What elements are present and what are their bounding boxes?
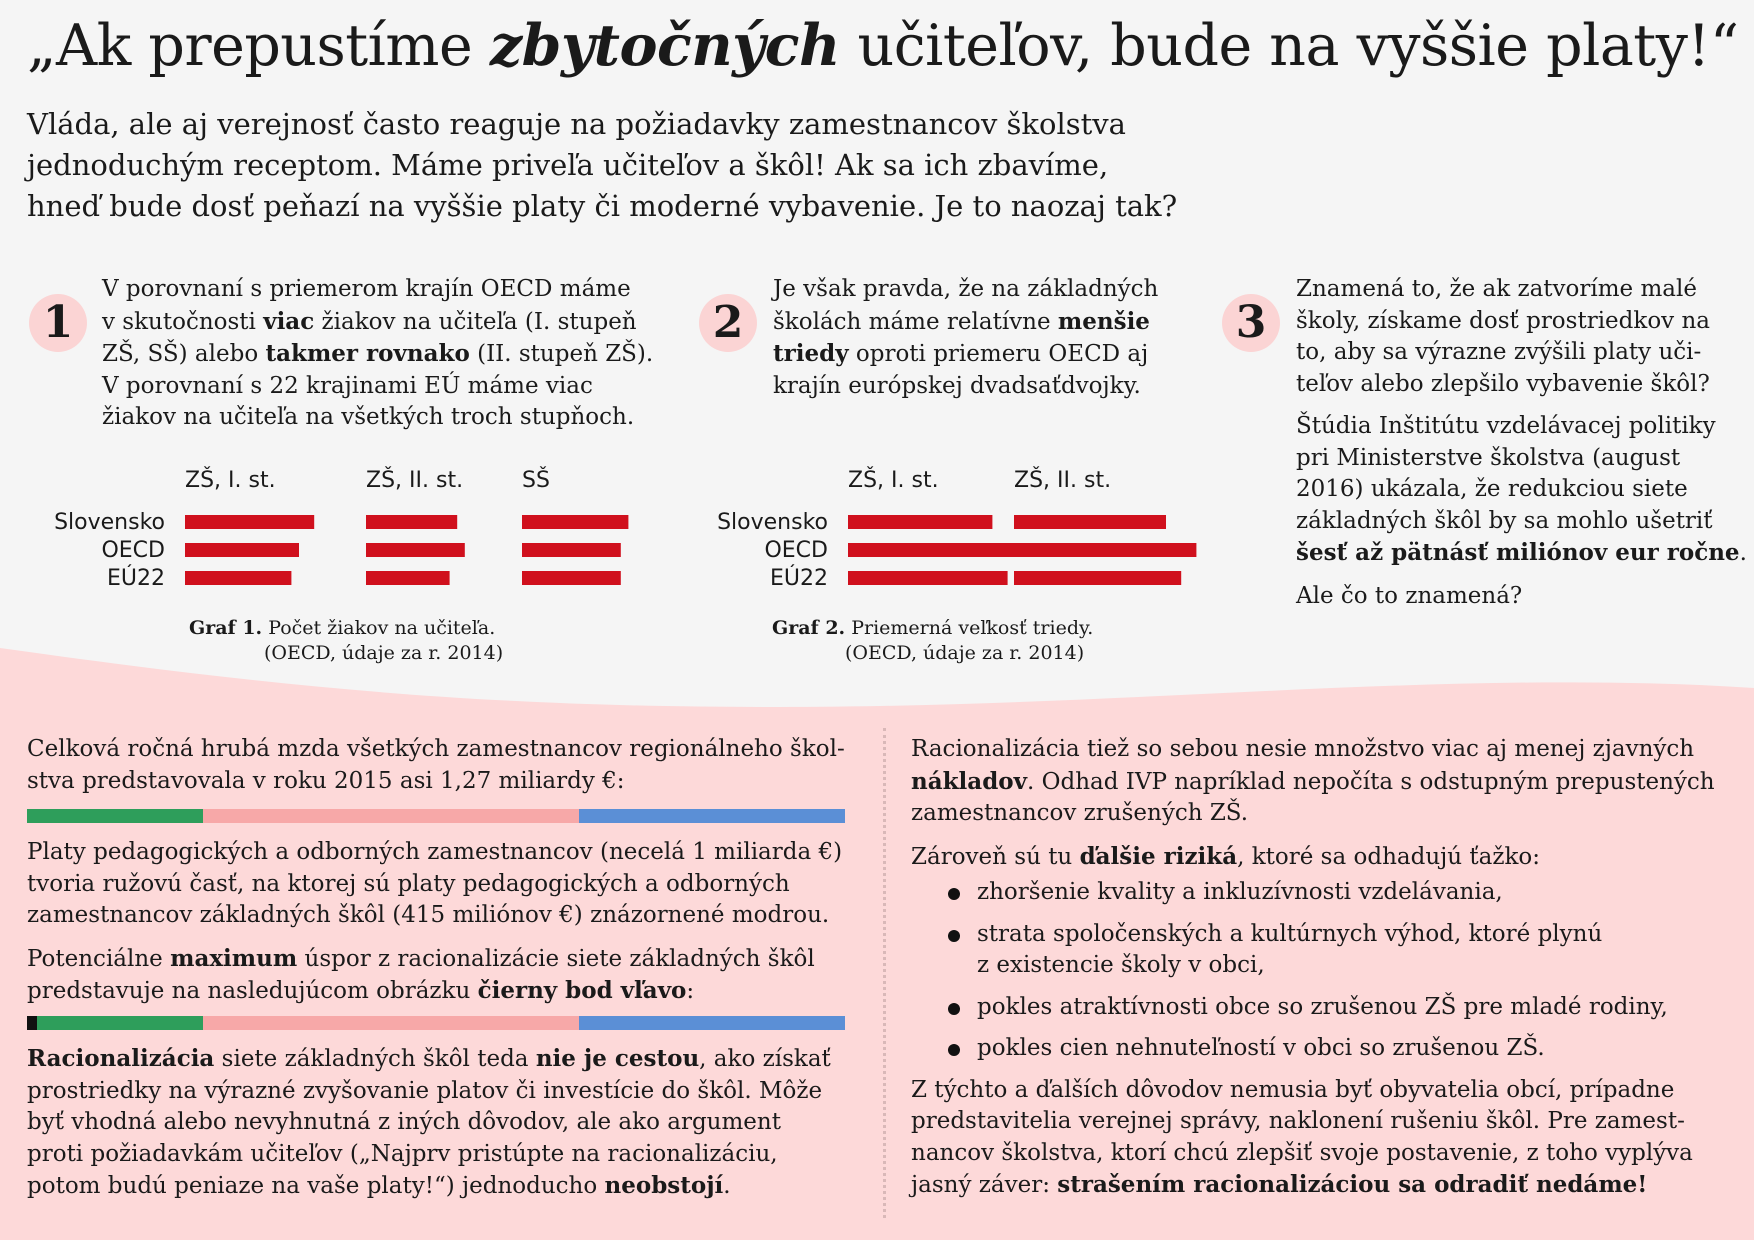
bullet-icon xyxy=(948,1003,960,1015)
series-label: EÚ22 xyxy=(107,566,165,591)
lower-left-column-2: Platy pedagogických a odborných zamestnancov (necelá 1 miliarda €) tvoria ružovú časť, na ktorej sú platy pedagogických a odborných zamestnancov základných škôl (415 miliónov €) znázornené modrou. Potenciálne maximum úspor z racionalizácie siete základných škôl predstavuje na nasledujúcom obrázku čierny bod vľavo: xyxy=(27,839,843,1004)
savings-segment xyxy=(27,1016,37,1030)
group-label: ZŠ, II. st. xyxy=(1014,468,1112,493)
bar xyxy=(848,543,1015,557)
wage-segment xyxy=(579,809,845,823)
bar xyxy=(366,515,457,529)
page-title: „Ak prepustíme zbytočných učiteľov, bude na vyššie platy!“ xyxy=(27,12,1739,79)
section-1-text: V porovnaní s priemerom krajín OECD máme v skutočnosti viac žiakov na učiteľa (I. stupeň ZŠ, SŠ) alebo takmer rovnako (II. stupeň ZŠ). V porovnaní s 22 krajinami EÚ máme viac žiakov na učiteľa na všetkých troch stupňoch. xyxy=(102,276,654,430)
section-2-text: Je však pravda, že na základných školách máme relatívne menšie triedy oproti priemeru OECD aj krajín európskej dvadsaťdvojky. xyxy=(773,276,1159,399)
bar xyxy=(1014,571,1181,585)
list-item: zhoršenie kvality a inkluzívnosti vzdelávania, xyxy=(911,877,1715,909)
bullet-icon xyxy=(948,930,960,942)
group-label: ZŠ, I. st. xyxy=(185,468,276,493)
series-label: EÚ22 xyxy=(770,566,828,591)
wage-segment xyxy=(37,1016,203,1030)
wage-segment xyxy=(203,809,579,823)
bar xyxy=(185,543,299,557)
lower-left-column: Celková ročná hrubá mzda všetkých zamestnancov regionálneho škol- stva predstavovala v roku 2015 asi 1,27 miliardy €: xyxy=(27,736,845,794)
wage-segment xyxy=(579,1016,845,1030)
graf-1-caption: Graf 1. Počet žiakov na učiteľa. (OECD, údaje za r. 2014) xyxy=(189,617,504,664)
bullet-icon xyxy=(948,1044,960,1056)
list-item: pokles atraktívnosti obce so zrušenou ZŠ pre mladé rodiny, xyxy=(911,992,1715,1024)
bullet-icon xyxy=(948,888,960,900)
series-label: Slovensko xyxy=(717,510,828,535)
list-item: strata spoločenských a kultúrnych výhod, ktoré plynú z existencie školy v obci, xyxy=(911,919,1715,982)
bar xyxy=(185,571,291,585)
series-label: Slovensko xyxy=(54,510,165,535)
section-number-1: 1 xyxy=(29,294,87,352)
bar xyxy=(848,571,1008,585)
bar xyxy=(1014,515,1166,529)
group-label: ZŠ, II. st. xyxy=(366,468,464,493)
risk-list xyxy=(911,877,1715,1065)
graf-2-caption: Graf 2. Priemerná veľkosť triedy. (OECD, údaje za r. 2014) xyxy=(772,617,1094,664)
wage-bar-with-savings xyxy=(27,1016,845,1030)
bar xyxy=(522,543,621,557)
bar xyxy=(848,515,992,529)
bar xyxy=(366,571,450,585)
bar xyxy=(185,515,314,529)
series-label: OECD xyxy=(101,538,165,563)
wage-segment xyxy=(27,809,203,823)
lower-right-column: Racionalizácia tiež so sebou nesie množstvo viac aj menej zjavných nákladov. Odhad IVP napríklad nepočíta s odstupným prepustených zamestnancov zrušených ZŠ. Zároveň sú tu ďalšie riziká, ktoré sa odhadujú ťažko: zhoršenie kvality a inkluzívnosti vzdelávania, strata spoločenských a kultúrnych výhod, ktoré plynú z existencie školy v obci, pokles atraktívnosti obce so zrušenou ZŠ pre mladé rodiny, pokles cien nehnuteľností v obci so zrušenou ZŠ. Z týchto a ďalších dôvodov nemusia byť obyvatelia obcí, prípadne predstavitelia verejnej správy, naklonení rušeniu škôl. Pre zamest- nancov školstva, ktorí chcú zlepšiť svoje postavenie, z toho vyplýva jasný záver: strašením racionalizáciou sa odradiť nedáme! xyxy=(911,736,1715,1198)
lead-paragraph: Vláda, ale aj verejnosť často reaguje na požiadavky zamestnancov školstva jednoduchým receptom. Máme priveľa učiteľov a škôl! Ak sa ich zbavíme, hneď bude dosť peňazí na vyššie platy či moderné vybavenie. Je to naozaj tak? xyxy=(27,107,1178,223)
column-divider xyxy=(883,728,886,1218)
group-label: SŠ xyxy=(522,468,550,493)
wage-segment xyxy=(203,1016,579,1030)
bar xyxy=(1014,543,1196,557)
bar xyxy=(366,543,465,557)
section-3-text: Znamená to, že ak zatvoríme malé školy, získame dosť prostriedkov na to, aby sa výrazne zvýšili platy uči- teľov alebo zlepšilo vybavenie škôl? Štúdia Inštitútu vzdelávacej politiky pri Ministerstve školstva (august 2016) ukázala, že redukciou siete základných škôl by sa mohlo ušetriť šesť až pätnásť miliónov eur ročne. Ale čo to znamená? xyxy=(1296,276,1747,609)
list-item: pokles cien nehnuteľností v obci so zrušenou ZŠ. xyxy=(911,1033,1715,1065)
lower-left-conclusion: Racionalizácia siete základných škôl teda nie je cestou, ako získať prostriedky na výrazné zvyšovanie platov či investície do škôl. Môže byť vhodná alebo nevyhnutná z iných dôvodov, ale ako argument proti požiadavkám učiteľov („Najprv pristúpte na racionalizáciu, potom budú peniaze na vaše platy!“) jednoducho neobstojí. xyxy=(27,1045,831,1199)
section-number-2: 2 xyxy=(699,294,757,352)
wage-bar xyxy=(27,809,845,823)
bar xyxy=(522,571,621,585)
section-number-3: 3 xyxy=(1222,294,1280,352)
bar xyxy=(522,515,628,529)
series-label: OECD xyxy=(764,538,828,563)
group-label: ZŠ, I. st. xyxy=(848,468,939,493)
